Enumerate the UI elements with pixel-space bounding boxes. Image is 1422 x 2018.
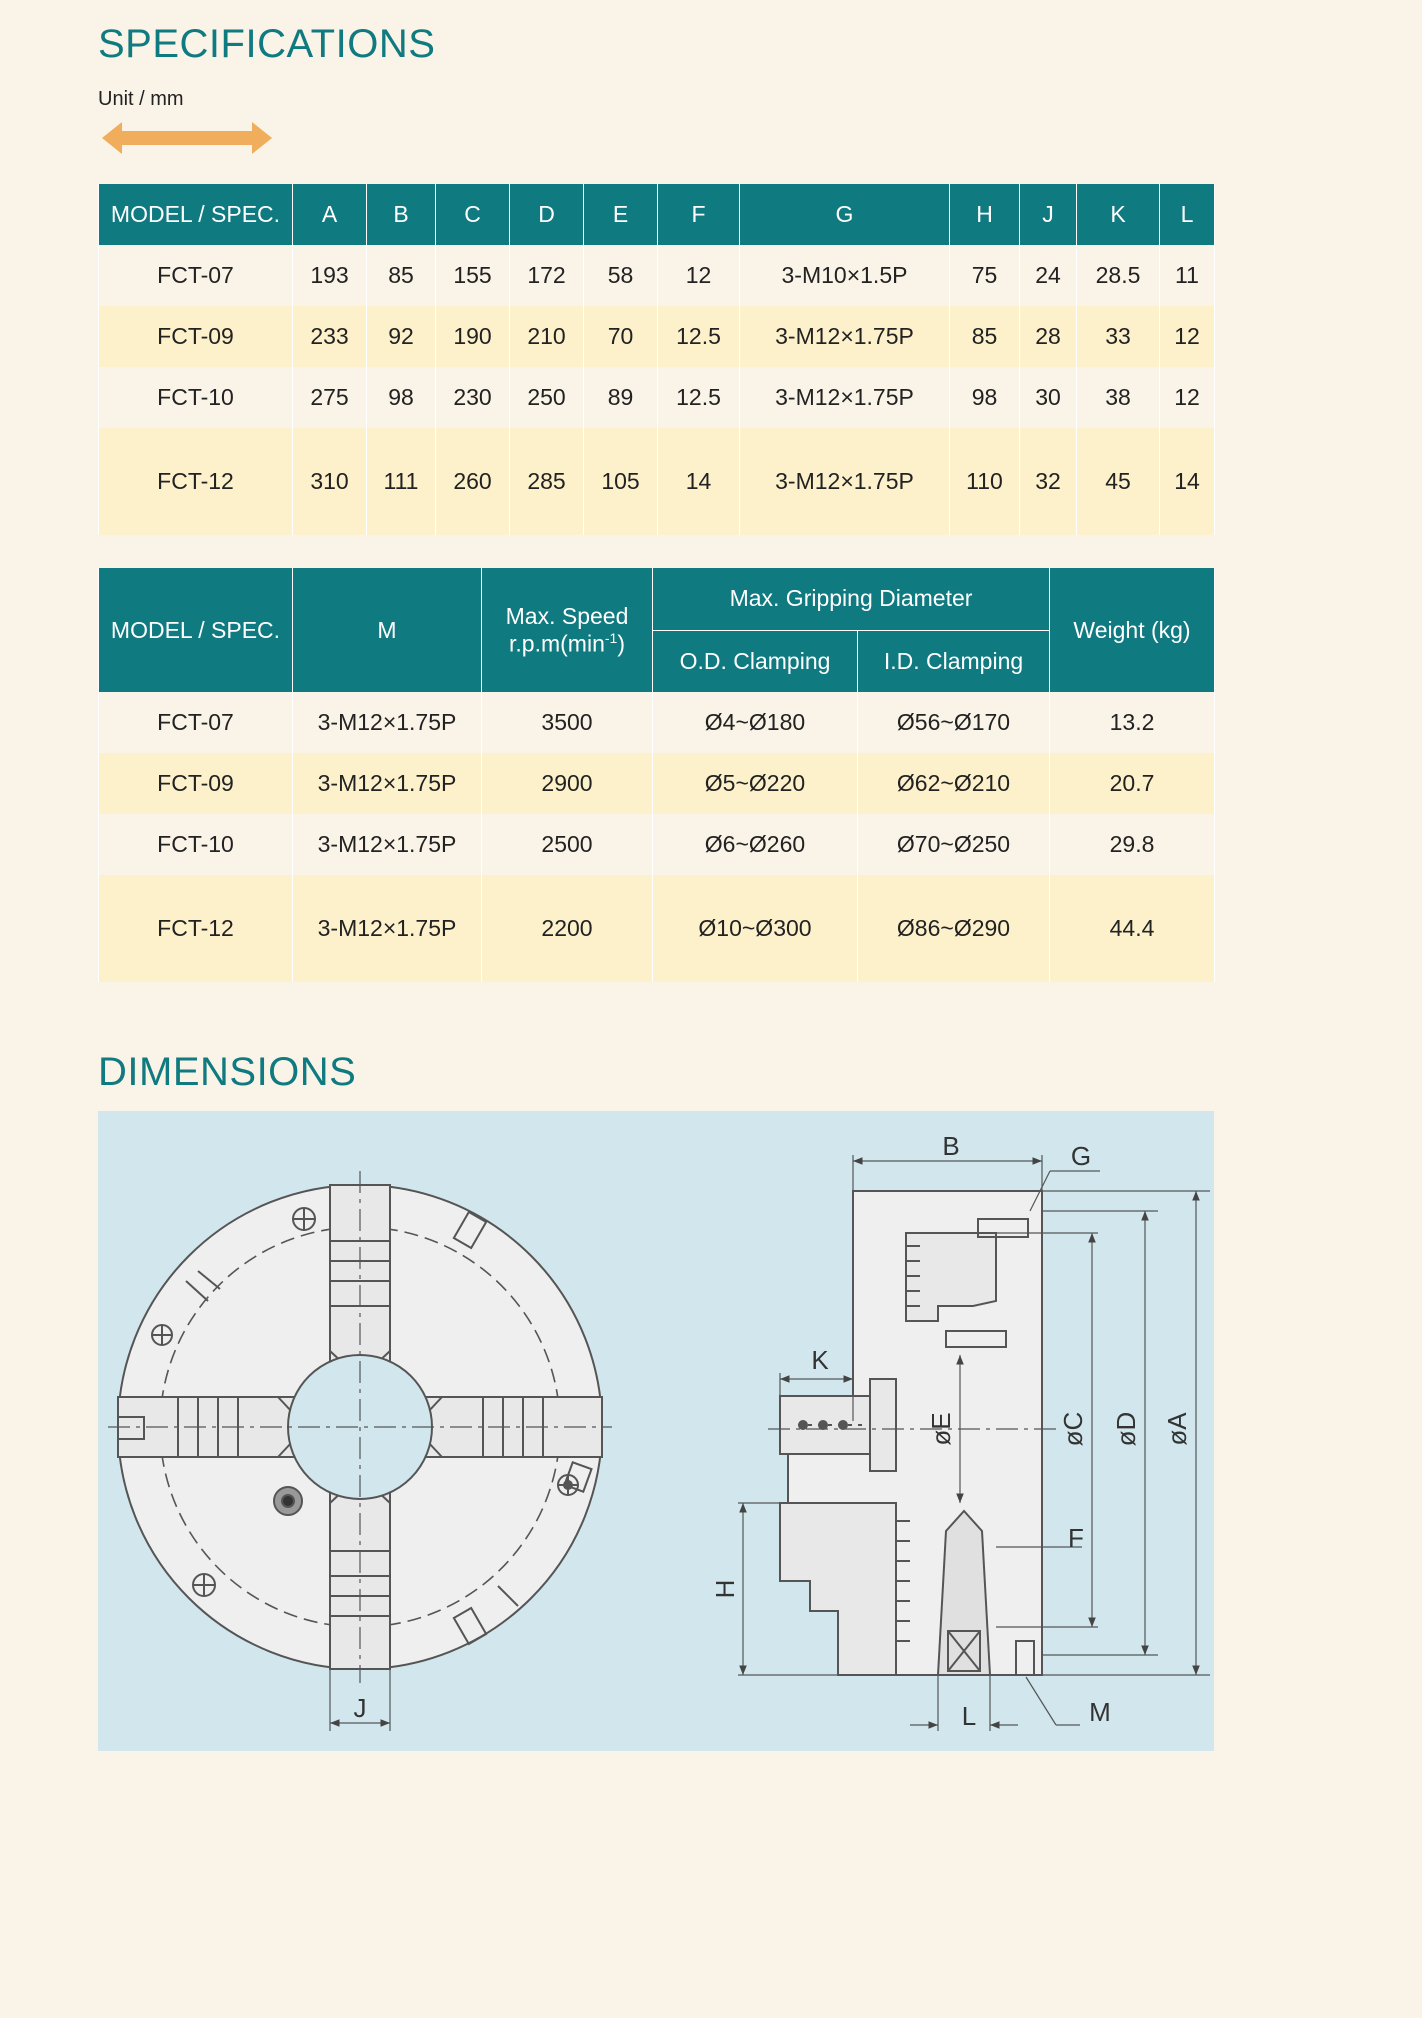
dim-label-b: B	[942, 1131, 960, 1161]
table-cell: 3-M12×1.75P	[293, 875, 482, 982]
table-cell: FCT-07	[99, 692, 293, 753]
table-cell: 45	[1077, 428, 1160, 535]
table-cell: 12	[1160, 367, 1215, 428]
table-row	[99, 814, 1215, 875]
table-cell: 92	[367, 306, 436, 367]
chuck-drawing	[98, 1111, 1214, 1751]
table-row	[99, 367, 1215, 428]
table-cell: 85	[367, 245, 436, 306]
table-cell: 230	[436, 367, 510, 428]
table-cell: FCT-12	[99, 428, 293, 535]
max-speed-line1: Max. Speed	[505, 602, 629, 629]
table-cell: 3-M12×1.75P	[740, 367, 950, 428]
column-header: A	[293, 184, 367, 245]
dim-label-k: K	[811, 1345, 829, 1375]
max-speed-unit: r.p.m(min	[509, 630, 605, 657]
table-cell: 210	[510, 306, 584, 367]
column-header: J	[1020, 184, 1077, 245]
column-header: M	[293, 568, 482, 692]
table-cell: 12.5	[658, 306, 740, 367]
table-cell: 3-M10×1.5P	[740, 245, 950, 306]
column-header: L	[1160, 184, 1215, 245]
table-cell: 250	[510, 367, 584, 428]
table-cell: 193	[293, 245, 367, 306]
unit-label: Unit / mm	[98, 88, 184, 110]
column-header: MODEL / SPEC.	[99, 184, 293, 245]
table-cell: FCT-10	[99, 367, 293, 428]
dim-label-e: øE	[926, 1412, 956, 1446]
column-header: K	[1077, 184, 1160, 245]
table-cell: 3-M12×1.75P	[740, 428, 950, 535]
dimensions-diagram	[98, 1111, 1214, 1751]
max-speed-close: )	[617, 630, 625, 657]
column-header-max-speed	[482, 568, 653, 692]
dim-label-a: øA	[1162, 1412, 1192, 1446]
table-cell: 58	[584, 245, 658, 306]
table-cell: FCT-07	[99, 245, 293, 306]
table-cell: Ø86~Ø290	[858, 875, 1050, 982]
table-cell: 3-M12×1.75P	[293, 692, 482, 753]
table-cell: 75	[950, 245, 1020, 306]
table-cell: 12.5	[658, 367, 740, 428]
table-cell: 3-M12×1.75P	[740, 306, 950, 367]
table-cell: Ø10~Ø300	[653, 875, 858, 982]
table-cell: 172	[510, 245, 584, 306]
column-header: D	[510, 184, 584, 245]
table-cell: 111	[367, 428, 436, 535]
dim-label-f: F	[1068, 1523, 1084, 1553]
table-cell: FCT-09	[99, 306, 293, 367]
table-cell: Ø70~Ø250	[858, 814, 1050, 875]
max-speed-exponent: -1	[604, 629, 618, 646]
table-cell: Ø6~Ø260	[653, 814, 858, 875]
table-cell: FCT-09	[99, 753, 293, 814]
table-cell: 14	[1160, 428, 1215, 535]
specifications-title: SPECIFICATIONS	[98, 22, 436, 66]
table-cell: 44.4	[1050, 875, 1215, 982]
spec-table-performance	[98, 568, 1215, 982]
table-cell: 70	[584, 306, 658, 367]
table-cell: 285	[510, 428, 584, 535]
table-cell: 3500	[482, 692, 653, 753]
table-cell: 24	[1020, 245, 1077, 306]
dim-label-d: øD	[1111, 1411, 1141, 1447]
column-header: Weight (kg)	[1050, 568, 1215, 692]
dim-label-h: H	[710, 1579, 740, 1599]
table-cell: 28	[1020, 306, 1077, 367]
dimensions-title: DIMENSIONS	[98, 1050, 357, 1094]
table-cell: 2500	[482, 814, 653, 875]
table-header-row	[99, 184, 1215, 245]
column-header: E	[584, 184, 658, 245]
table-row	[99, 875, 1215, 982]
dim-label-l: L	[961, 1701, 977, 1731]
table-row	[99, 245, 1215, 306]
table-cell: 190	[436, 306, 510, 367]
table-cell: 89	[584, 367, 658, 428]
table-cell: 85	[950, 306, 1020, 367]
table-cell: Ø62~Ø210	[858, 753, 1050, 814]
table-row	[99, 428, 1215, 535]
table-cell: 29.8	[1050, 814, 1215, 875]
table-cell: 2900	[482, 753, 653, 814]
table-cell: 32	[1020, 428, 1077, 535]
table-cell: 12	[1160, 306, 1215, 367]
table-cell: 98	[367, 367, 436, 428]
table-cell: FCT-12	[99, 875, 293, 982]
table-cell: 33	[1077, 306, 1160, 367]
table-cell: 155	[436, 245, 510, 306]
table-cell: 110	[950, 428, 1020, 535]
table-cell: 13.2	[1050, 692, 1215, 753]
table-row	[99, 306, 1215, 367]
table-cell: 3-M12×1.75P	[293, 814, 482, 875]
column-header: H	[950, 184, 1020, 245]
column-header: I.D. Clamping	[858, 630, 1050, 692]
table-cell: 275	[293, 367, 367, 428]
table-cell: 310	[293, 428, 367, 535]
table-cell: Ø5~Ø220	[653, 753, 858, 814]
dim-label-m: M	[1089, 1697, 1111, 1727]
column-header: MODEL / SPEC.	[99, 568, 293, 692]
table-cell: 30	[1020, 367, 1077, 428]
spec-table-dimensions	[98, 184, 1215, 535]
table-cell: 28.5	[1077, 245, 1160, 306]
table-cell: 105	[584, 428, 658, 535]
table-cell: 233	[293, 306, 367, 367]
dim-label-c: øC	[1058, 1411, 1088, 1447]
table-cell: Ø4~Ø180	[653, 692, 858, 753]
table-row	[99, 753, 1215, 814]
column-header: G	[740, 184, 950, 245]
dim-label-j: J	[353, 1693, 367, 1723]
table-row	[99, 692, 1215, 753]
table-cell: 20.7	[1050, 753, 1215, 814]
table-cell: 3-M12×1.75P	[293, 753, 482, 814]
table-header-row	[99, 568, 1215, 630]
table-cell: 38	[1077, 367, 1160, 428]
table-cell: 12	[658, 245, 740, 306]
table-cell: 98	[950, 367, 1020, 428]
table-cell: Ø56~Ø170	[858, 692, 1050, 753]
table-cell: 14	[658, 428, 740, 535]
table-cell: 11	[1160, 245, 1215, 306]
column-header: C	[436, 184, 510, 245]
chuck-front-view	[108, 1171, 612, 1731]
table-cell: 2200	[482, 875, 653, 982]
column-header: B	[367, 184, 436, 245]
dim-label-g: G	[1070, 1141, 1092, 1171]
double-arrow-icon	[102, 120, 272, 156]
table-cell: 260	[436, 428, 510, 535]
column-header-gripping: Max. Gripping Diameter	[653, 568, 1050, 630]
column-header: O.D. Clamping	[653, 630, 858, 692]
column-header: F	[658, 184, 740, 245]
table-cell: FCT-10	[99, 814, 293, 875]
